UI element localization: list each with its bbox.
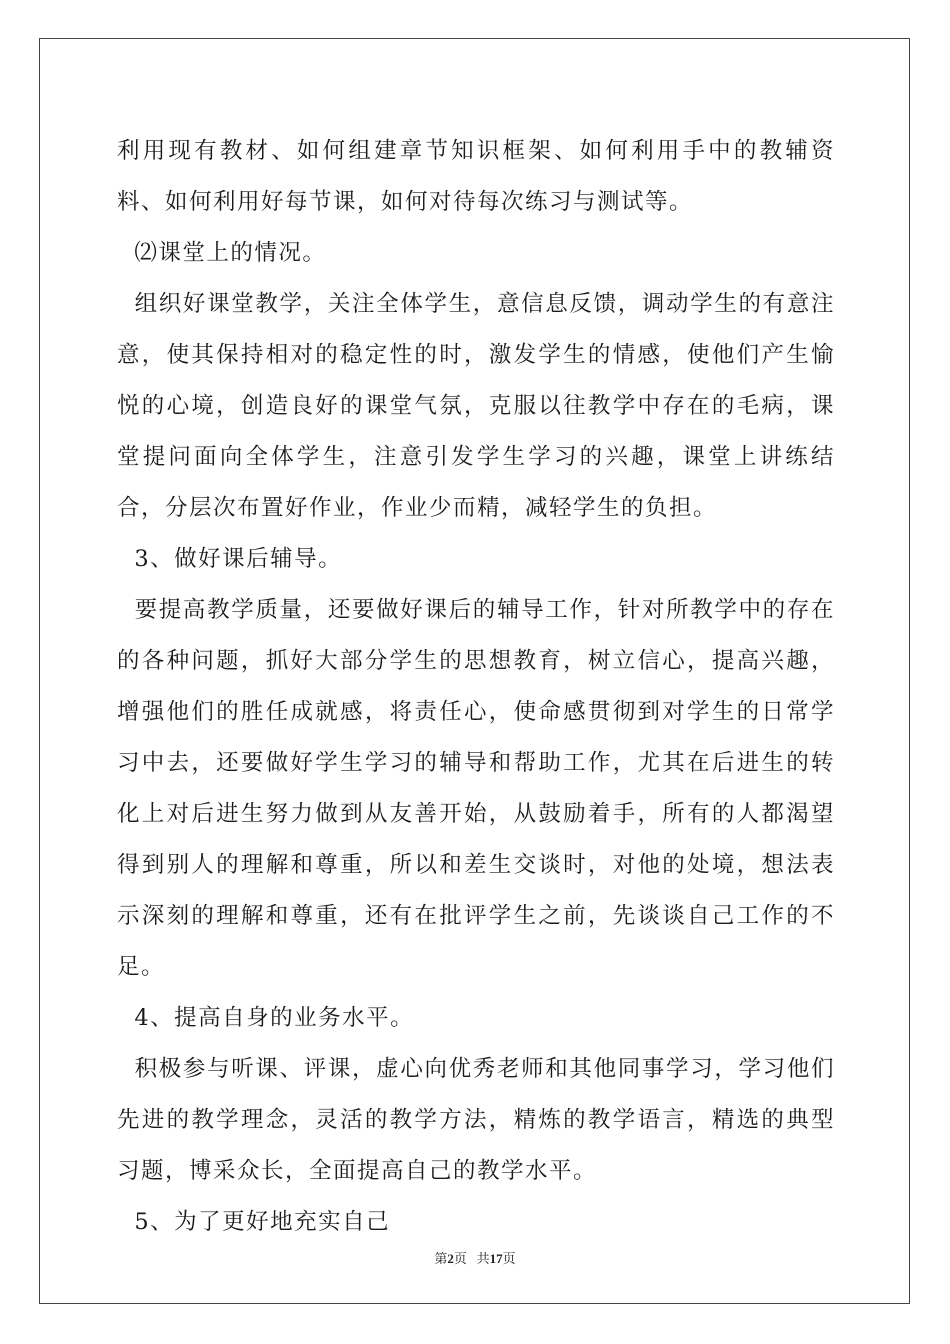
paragraph-2-heading: ⑵课堂上的情况。 [117, 240, 327, 266]
page-suffix: 页 [453, 1251, 467, 1266]
total-prefix: 共 [476, 1251, 490, 1266]
page-footer [0, 1248, 950, 1267]
paragraph-7: 积极参与听课、评课，虚心向优秀老师和其他同事学习，学习他们先进的教学理念，灵活的教学方法，精炼的教学语言，精选的典型习题，博采众长，全面提高自己的教学水平。 [117, 1056, 835, 1184]
paragraph-8-heading: 5、为了更好地充实自己 [117, 1209, 391, 1235]
document-body [117, 126, 835, 1248]
total-suffix: 页 [502, 1251, 516, 1266]
total-pages: 17 [489, 1251, 503, 1266]
paragraph-1: 利用现有教材、如何组建章节知识框架、如何利用手中的教辅资料、如何利用好每节课，如何对待每次练习与测试等。 [117, 138, 835, 215]
page-prefix: 第 [434, 1251, 448, 1266]
paragraph-3: 组织好课堂教学，关注全体学生，意信息反馈，调动学生的有意注意，使其保持相对的稳定性的时，激发学生的情感，使他们产生愉悦的心境，创造良好的课堂气氛，克服以往教学中存在的毛病，课堂提问面向全体学生，注意引发学生学习的兴趣，课堂上讲练结合，分层次布置好作业，作业少而精，减轻学生的负担。 [117, 291, 835, 521]
page-number: 2 [447, 1251, 454, 1266]
paragraph-5: 要提高教学质量，还要做好课后的辅导工作，针对所教学中的存在的各种问题，抓好大部分学生的思想教育，树立信心，提高兴趣，增强他们的胜任成就感，将责任心，使命感贯彻到对学生的日常学习中去，还要做好学生学习的辅导和帮助工作，尤其在后进生的转化上对后进生努力做到从友善开始，从鼓励着手，所有的人都渴望得到别人的理解和尊重，所以和差生交谈时，对他的处境，想法表示深刻的理解和尊重，还有在批评学生之前，先谈谈自己工作的不足。 [117, 597, 835, 980]
paragraph-6-heading: 4、提高自身的业务水平。 [117, 1005, 415, 1031]
paragraph-4-heading: 3、做好课后辅导。 [117, 546, 343, 572]
